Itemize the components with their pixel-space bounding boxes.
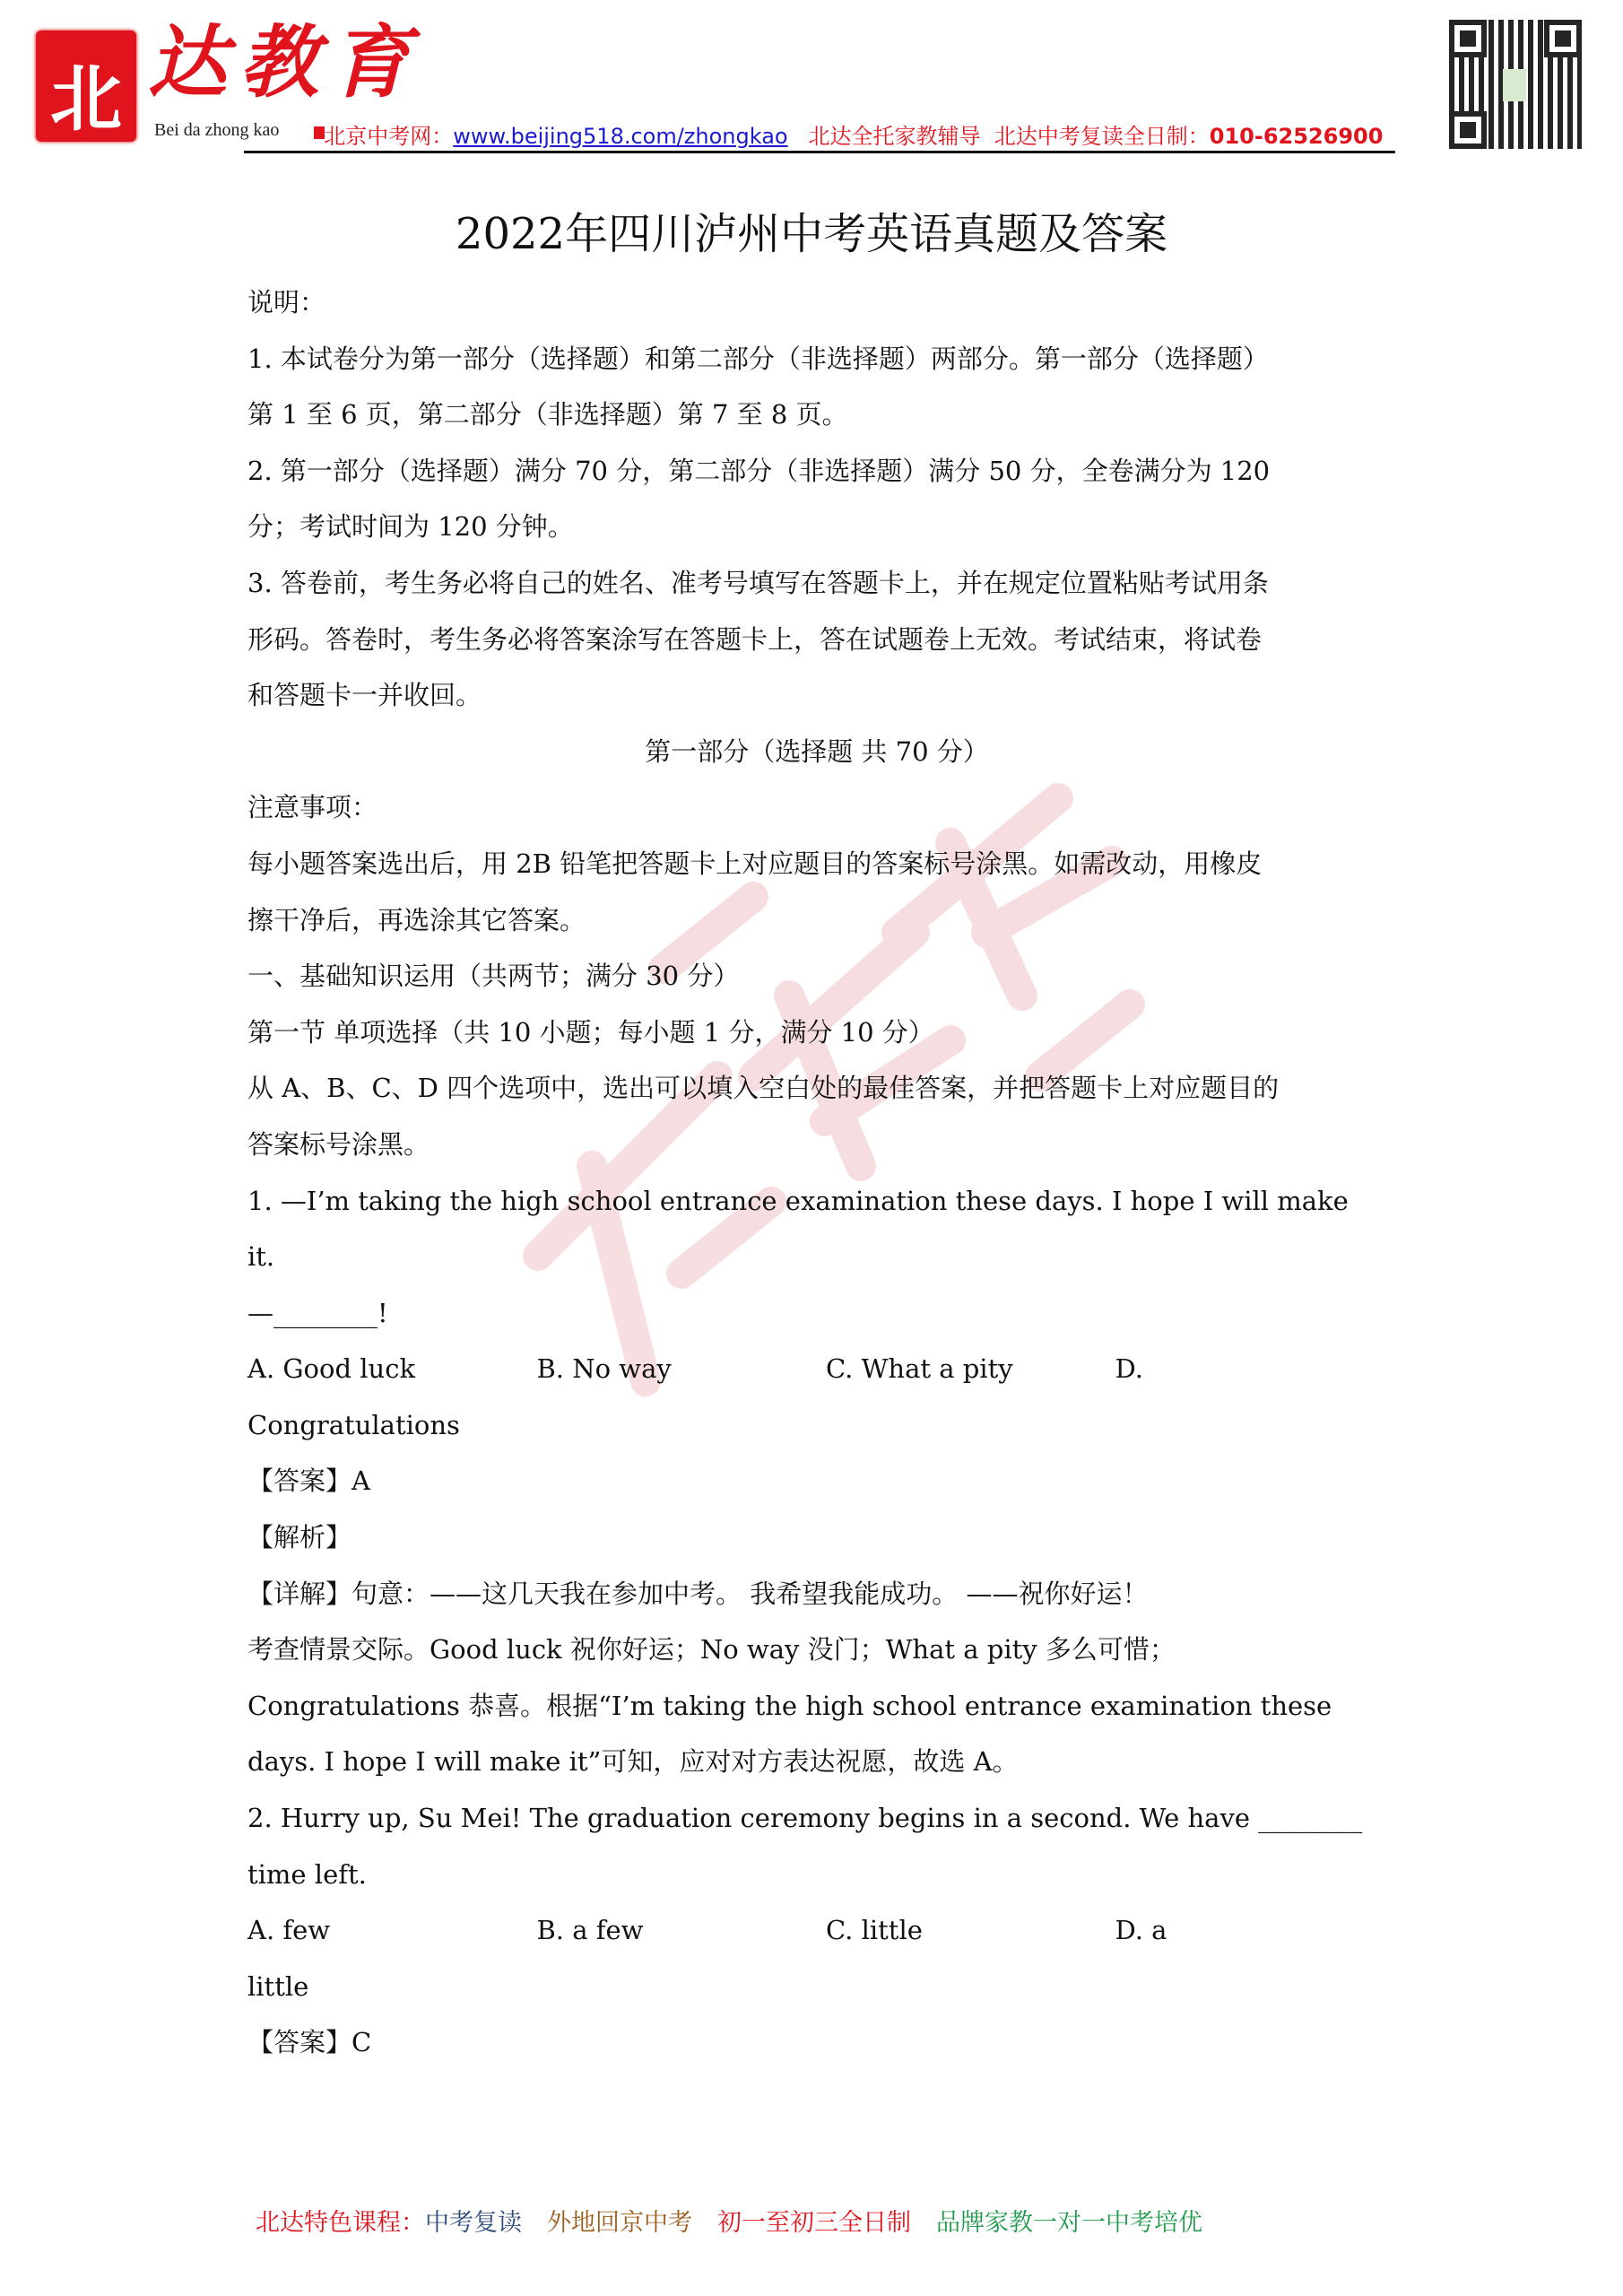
header-info bbox=[310, 118, 1383, 150]
footer-course: 品牌家教一对一中考培优 bbox=[936, 2209, 1202, 2237]
text-line: 每小题答案选出后，用 2B 铅笔把答题卡上对应题目的答案标号涂黑。如需改动，用橡皮 bbox=[247, 848, 1263, 879]
text-line: Congratulations 恭喜。根据“I’m taking the high school entrance examination these bbox=[247, 1690, 1332, 1721]
text-line: —________! bbox=[247, 1297, 388, 1328]
text-line: days. I hope I will make it”可知，应对对方表达祝愿，故选 A。 bbox=[247, 1746, 1019, 1778]
text-line: 一、基础知识运用（共两节；满分 30 分） bbox=[247, 961, 740, 992]
option: C. What a pity bbox=[826, 1353, 1013, 1385]
text-line: 注意事项： bbox=[247, 792, 378, 823]
text-line: 第一节 单项选择（共 10 小题；每小题 1 分，满分 10 分） bbox=[247, 1016, 934, 1048]
header-divider bbox=[244, 151, 1395, 153]
text-line: 【详解】句意：——这几天我在参加中考。 我希望我能成功。 ——祝你好运！ bbox=[247, 1578, 1149, 1609]
site-link[interactable]: www.beijing518.com/zhongkao bbox=[453, 124, 788, 149]
q2-options bbox=[247, 1902, 1404, 1959]
text-line: time left. bbox=[247, 1858, 367, 1890]
option: D. a bbox=[1115, 1915, 1167, 1946]
text-line: 【解析】 bbox=[247, 1522, 352, 1553]
option: B. No way bbox=[536, 1353, 672, 1385]
page-title: 2022年四川泸州中考英语真题及答案 bbox=[455, 209, 1168, 259]
text-line: 【答案】A bbox=[247, 1465, 370, 1497]
text-line: 和答题卡一并收回。 bbox=[247, 680, 482, 711]
section-heading: 第一部分（选择题 共 70 分） bbox=[645, 735, 989, 767]
text-line: 答案标号涂黑。 bbox=[247, 1128, 430, 1160]
text-line: 1. —I’m taking the high school entrance examination these days. I hope I will make bbox=[247, 1185, 1349, 1216]
footer-label: 北达特色课程： bbox=[256, 2209, 425, 2237]
service-2: 北达中考复读全日制： bbox=[994, 124, 1210, 149]
option: C. little bbox=[826, 1915, 923, 1946]
text-line: 考查情景交际。Good luck 祝你好运；No way 没门；What a pity 多么可惜； bbox=[247, 1634, 1176, 1665]
logo-subtitle: Bei da zhong kao bbox=[154, 120, 280, 140]
text-line: 第 1 至 6 页，第二部分（非选择题）第 7 至 8 页。 bbox=[247, 399, 848, 430]
text-line: Congratulations bbox=[247, 1409, 460, 1440]
q1-options bbox=[247, 1341, 1404, 1397]
text-line: 从 A、B、C、D 四个选项中，选出可以填入空白处的最佳答案，并把答题卡上对应题目的 bbox=[247, 1073, 1280, 1104]
service-1: 北达全托家教辅导 bbox=[808, 124, 981, 149]
text-line: 说明： bbox=[247, 287, 326, 317]
text-line: 【答案】C bbox=[247, 2027, 372, 2058]
footer bbox=[256, 2203, 1228, 2238]
text-line: 3. 答卷前，考生务必将自己的姓名、准考号填写在答题卡上，并在规定位置粘贴考试用条 bbox=[247, 567, 1269, 598]
option: B. a few bbox=[536, 1915, 644, 1946]
text-line: 擦干净后，再选涂其它答案。 bbox=[247, 904, 586, 935]
text-line: it. bbox=[247, 1241, 275, 1273]
text-line: little bbox=[247, 1970, 309, 2002]
qr-code-icon bbox=[1449, 20, 1582, 149]
text-line: 形码。答卷时，考生务必将答案涂写在答题卡上，答在试题卷上无效。考试结束，将试卷 bbox=[247, 623, 1263, 655]
document-body bbox=[247, 274, 1404, 2071]
option: D. bbox=[1115, 1353, 1143, 1385]
footer-course: 中考复读 bbox=[425, 2209, 522, 2237]
option: A. few bbox=[247, 1915, 331, 1946]
site-label: 北京中考网： bbox=[324, 124, 454, 149]
option: A. Good luck bbox=[247, 1353, 416, 1385]
logo-text: 达教育 bbox=[148, 15, 423, 109]
logo-mark: 北 bbox=[36, 30, 136, 142]
text-line: 2. 第一部分（选择题）满分 70 分，第二部分（非选择题）满分 50 分，全卷满分为 120 bbox=[247, 455, 1271, 486]
phone: 010-62526900 bbox=[1209, 124, 1384, 149]
text-line: 分；考试时间为 120 分钟。 bbox=[247, 511, 574, 543]
footer-course: 外地回京中考 bbox=[547, 2209, 692, 2237]
footer-course: 初一至初三全日制 bbox=[717, 2209, 911, 2237]
text-line: 1. 本试卷分为第一部分（选择题）和第二部分（非选择题）两部分。第一部分（选择题） bbox=[247, 343, 1269, 374]
text-line: 2. Hurry up, Su Mei! The graduation ceremony begins in a second. We have ________ bbox=[247, 1803, 1363, 1834]
